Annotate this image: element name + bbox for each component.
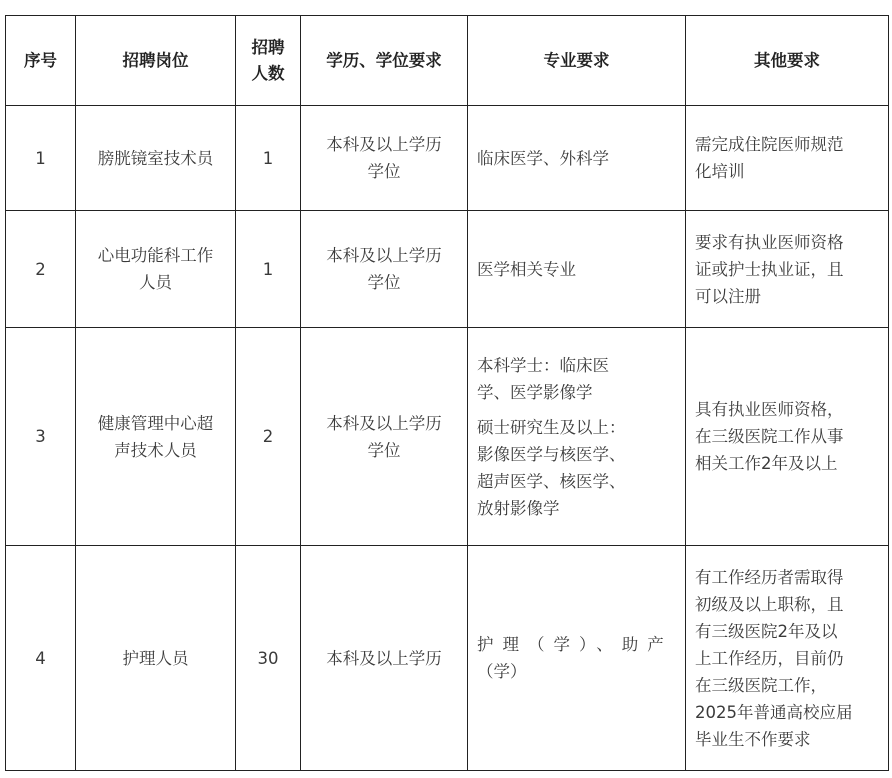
cell-line: 本科及以上学历 (326, 246, 442, 265)
cell-position (76, 106, 236, 211)
cell-seq: 4 (6, 546, 76, 771)
table-row (6, 211, 889, 328)
cell-line: 需完成住院医师规范 (695, 135, 844, 154)
cell-line: （学） (477, 662, 527, 681)
cell-line: 影像医学与核医学、 (477, 444, 626, 464)
cell-education (301, 211, 468, 328)
cell-seq: 3 (6, 328, 76, 546)
cell-position (76, 328, 236, 546)
cell-other (686, 546, 889, 771)
cell-line: 心电功能科工作 (97, 246, 214, 265)
cell-other (686, 211, 889, 328)
cell-position (76, 211, 236, 328)
cell-line: 学位 (367, 440, 401, 460)
cell-line: 本科学士：临床医 (477, 355, 609, 375)
cell-line: 学位 (367, 273, 401, 292)
cell-count: 2 (236, 328, 301, 546)
header-position: 招聘岗位 (76, 16, 236, 106)
cell-major (468, 546, 686, 771)
cell-line: 化培训 (695, 162, 745, 181)
cell-line: 临床医学、外科学 (477, 148, 609, 168)
cell-line: 超声医学、核医学、 (477, 471, 626, 491)
cell-seq: 2 (6, 211, 76, 328)
header-seq: 序号 (6, 16, 76, 106)
cell-line: 毕业生不作要求 (695, 729, 811, 749)
cell-line: 护理（学）、助产 (477, 635, 673, 654)
cell-major (468, 106, 686, 211)
cell-line: 有工作经历者需取得 (695, 567, 844, 587)
cell-other (686, 106, 889, 211)
cell-line: 2025年普通高校应届 (695, 702, 853, 722)
cell-line: 膀胱镜室技术员 (97, 148, 214, 168)
cell-line: 具有执业医师资格， (695, 400, 844, 419)
header-count-line: 人数 (251, 63, 285, 83)
cell-line: 声技术人员 (114, 440, 197, 460)
cell-line: 相关工作2年及以上 (695, 454, 838, 473)
cell-major (468, 211, 686, 328)
cell-line: 证或护士执业证，且 (695, 259, 844, 279)
cell-line: 放射影像学 (477, 498, 560, 518)
header-major: 专业要求 (468, 16, 686, 106)
header-count-line: 招聘 (251, 37, 285, 57)
header-row (6, 16, 889, 106)
cell-count: 1 (236, 211, 301, 328)
cell-major (468, 328, 686, 546)
cell-line: 有三级医院2年及以 (695, 621, 838, 641)
table-row (6, 106, 889, 211)
cell-line: 可以注册 (695, 286, 761, 306)
recruitment-table (5, 15, 889, 771)
cell-education (301, 546, 468, 771)
cell-line: 医学相关专业 (477, 259, 576, 279)
cell-line: 学位 (367, 162, 401, 181)
header-other: 其他要求 (686, 16, 889, 106)
cell-line: 初级及以上职称，且 (695, 594, 844, 614)
cell-line: 上工作经历，目前仍 (695, 648, 844, 668)
header-education: 学历、学位要求 (301, 16, 468, 106)
cell-other (686, 328, 889, 546)
cell-line: 健康管理中心超 (97, 413, 214, 433)
cell-line: 在三级医院工作从事 (695, 427, 844, 446)
cell-line: 在三级医院工作， (695, 675, 827, 695)
cell-position (76, 546, 236, 771)
cell-line: 人员 (139, 273, 172, 292)
cell-line: 本科及以上学历 (326, 413, 442, 433)
cell-line: 硕士研究生及以上： (477, 417, 626, 437)
cell-line: 护理人员 (122, 648, 189, 668)
cell-line: 本科及以上学历 (326, 648, 442, 668)
cell-count: 30 (236, 546, 301, 771)
cell-education (301, 328, 468, 546)
cell-line: 本科及以上学历 (326, 135, 442, 154)
cell-education (301, 106, 468, 211)
header-count (236, 16, 301, 106)
table-row (6, 328, 889, 546)
cell-line: 学、医学影像学 (477, 382, 593, 402)
table-row (6, 546, 889, 771)
cell-seq: 1 (6, 106, 76, 211)
cell-line: 要求有执业医师资格 (695, 232, 844, 252)
cell-count: 1 (236, 106, 301, 211)
